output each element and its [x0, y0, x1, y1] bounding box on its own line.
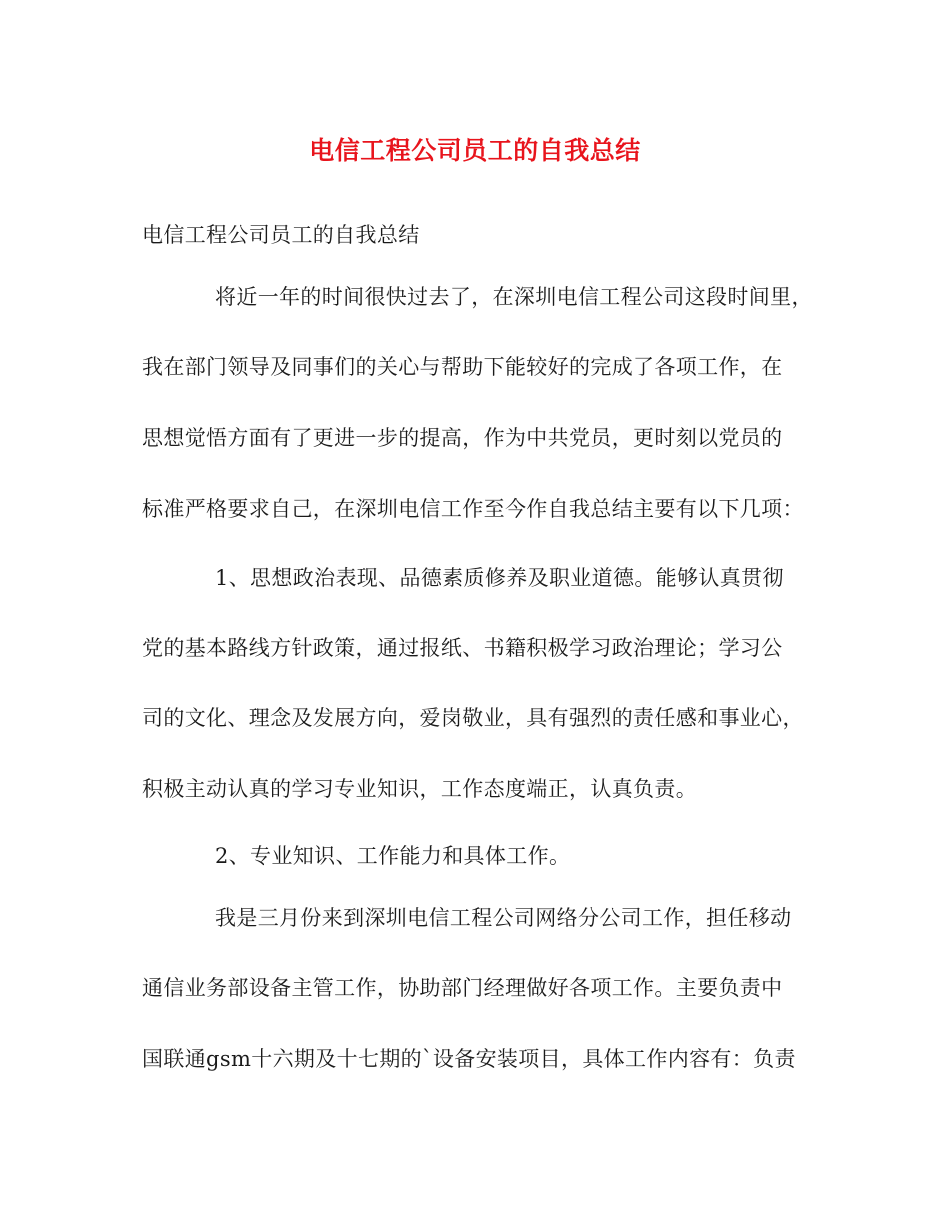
paragraph-line: 司的文化、理念及发展方向，爱岗敬业，具有强烈的责任感和事业心， [142, 706, 804, 730]
paragraph-line: 国联通gsm十六期及十七期的`设备安装项目，具体工作内容有：负责 [142, 1047, 796, 1071]
paragraph-line: 1、思想政治表现、品德素质修养及职业道德。能够认真贯彻 [215, 566, 784, 590]
paragraph-line: 标准严格要求自己，在深圳电信工作至今作自我总结主要有以下几项： [142, 497, 804, 521]
paragraph-line: 积极主动认真的学习专业知识，工作态度端正，认真负责。 [142, 777, 698, 801]
paragraph-line: 通信业务部设备主管工作，协助部门经理做好各项工作。主要负责中 [142, 976, 783, 1000]
paragraph-line: 2、专业知识、工作能力和具体工作。 [215, 844, 571, 868]
paragraph-line: 党的基本路线方针政策，通过报纸、书籍积极学习政治理论；学习公 [142, 636, 783, 660]
paragraph-line: 我在部门领导及同事们的关心与帮助下能较好的完成了各项工作，在 [142, 355, 783, 379]
document-title: 电信工程公司员工的自我总结 [309, 136, 641, 165]
subtitle-line: 电信工程公司员工的自我总结 [142, 223, 420, 247]
paragraph-line: 我是三月份来到深圳电信工程公司网络分公司工作，担任移动 [215, 906, 792, 930]
paragraph-line: 将近一年的时间很快过去了，在深圳电信工程公司这段时间里， [215, 285, 813, 309]
paragraph-line: 思想觉悟方面有了更进一步的提高，作为中共党员，更时刻以党员的 [142, 426, 783, 450]
